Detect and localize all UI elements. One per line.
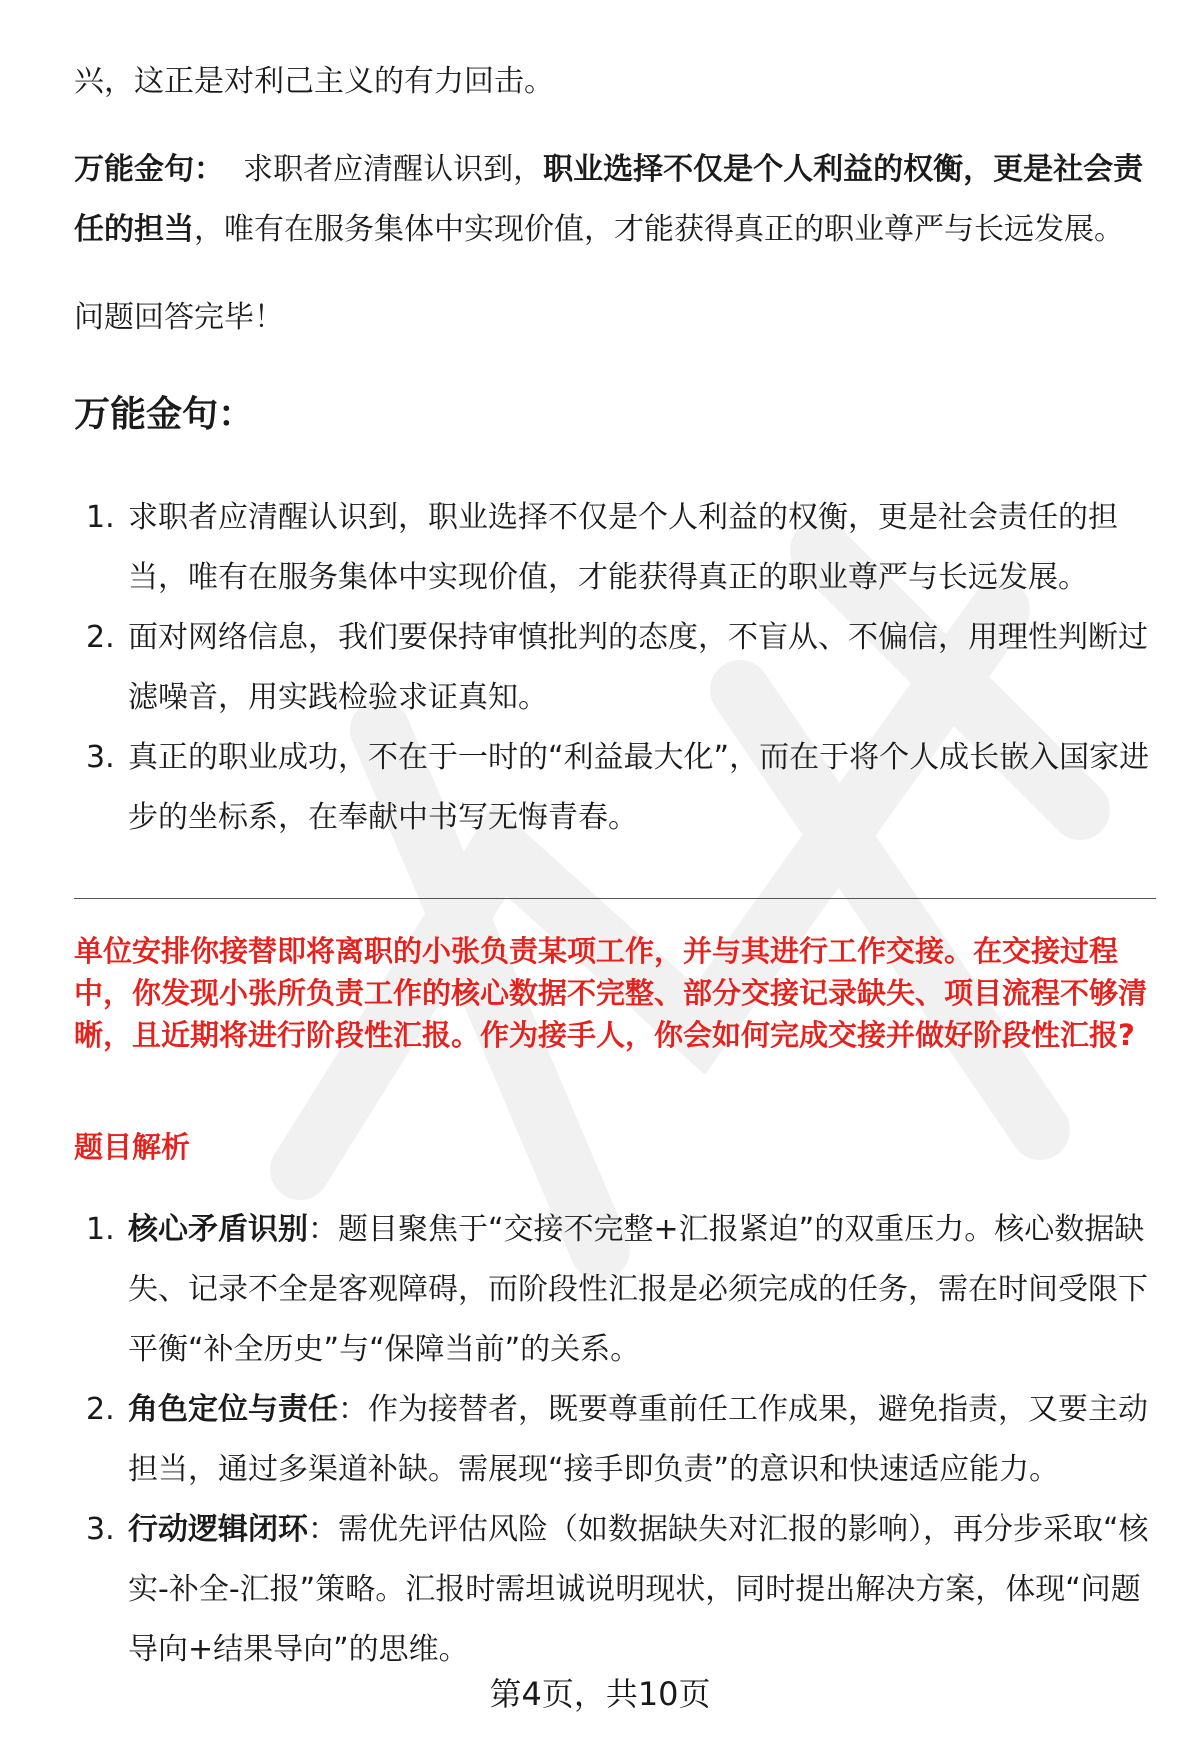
golden-sentence-label: 万能金句： xyxy=(74,152,224,187)
list-item xyxy=(74,608,1156,728)
list-item-text: 面对网络信息，我们要保持审慎批判的态度，不盲从、不偏信，用理性判断过滤噪音，用实践检验求证真知。 xyxy=(128,620,1148,715)
list-item-number: 3. xyxy=(86,740,115,775)
list-item-number: 1. xyxy=(86,1212,115,1247)
list-item xyxy=(74,728,1156,848)
golden-sentence-pre: 求职者应清醒认识到， xyxy=(243,152,544,187)
analysis-heading: 题目解析 xyxy=(74,1130,191,1164)
list-item-text: ：题目聚焦于“交接不完整+汇报紧迫”的双重压力。核心数据缺失、记录不全是客观障碍，而阶段性汇报是必须完成的任务，需在时间受限下平衡“补全历史”与“保障当前”的关系。 xyxy=(128,1212,1148,1367)
list-item xyxy=(74,1200,1156,1380)
intro-tail-paragraph: 兴，这正是对利己主义的有力回击。 xyxy=(74,64,554,99)
list-item-text: 求职者应清醒认识到，职业选择不仅是个人利益的权衡，更是社会责任的担当，唯有在服务集体中实现价值，才能获得真正的职业尊严与长远发展。 xyxy=(128,500,1118,595)
list-item-number: 2. xyxy=(86,1392,115,1427)
section-divider xyxy=(74,898,1156,899)
list-item-text: ：需优先评估风险（如数据缺失对汇报的影响），再分步采取“核实-补全-汇报”策略。汇报时需坦诚说明现状，同时提出解决方案，体现“问题导向+结果导向”的思维。 xyxy=(128,1512,1149,1667)
golden-sentences-list xyxy=(74,488,1156,848)
interview-question: 单位安排你接替即将离职的小张负责某项工作，并与其进行工作交接。在交接过程中，你发现小张所负责工作的核心数据不完整、部分交接记录缺失、项目流程不够清晰，且近期将进行阶段性汇报。作为接手人，你会如何完成交接并做好阶段性汇报? xyxy=(74,934,1148,1052)
list-item xyxy=(74,1500,1156,1680)
list-item-label: 核心矛盾识别 xyxy=(128,1212,308,1247)
list-item-text: 真正的职业成功，不在于一时的“利益最大化”，而在于将个人成长嵌入国家进步的坐标系，在奉献中书写无悔青春。 xyxy=(128,740,1150,835)
list-item-number: 3. xyxy=(86,1512,115,1547)
golden-sentences-heading: 万能金句： xyxy=(74,394,255,435)
list-item-label: 行动逻辑闭环 xyxy=(128,1512,308,1547)
list-item-text: ：作为接替者，既要尊重前任工作成果，避免指责，又要主动担当，通过多渠道补缺。需展现“接手即负责”的意识和快速适应能力。 xyxy=(128,1392,1148,1487)
answer-complete-text: 问题回答完毕！ xyxy=(74,300,284,335)
list-item-number: 2. xyxy=(86,620,115,655)
golden-sentence-paragraph xyxy=(74,140,1156,260)
analysis-list xyxy=(74,1200,1156,1680)
golden-sentence-post: ，唯有在服务集体中实现价值，才能获得真正的职业尊严与长远发展。 xyxy=(194,212,1124,247)
page-footer: 第4页，共10页 xyxy=(489,1675,711,1713)
list-item xyxy=(74,1380,1156,1500)
list-item-label: 角色定位与责任 xyxy=(128,1392,338,1427)
golden-sentence-bold: 职业选择不仅是个人利益的权衡，更是社会责任的担当 xyxy=(74,152,1144,247)
list-item-number: 1. xyxy=(86,500,115,535)
list-item xyxy=(74,488,1156,608)
